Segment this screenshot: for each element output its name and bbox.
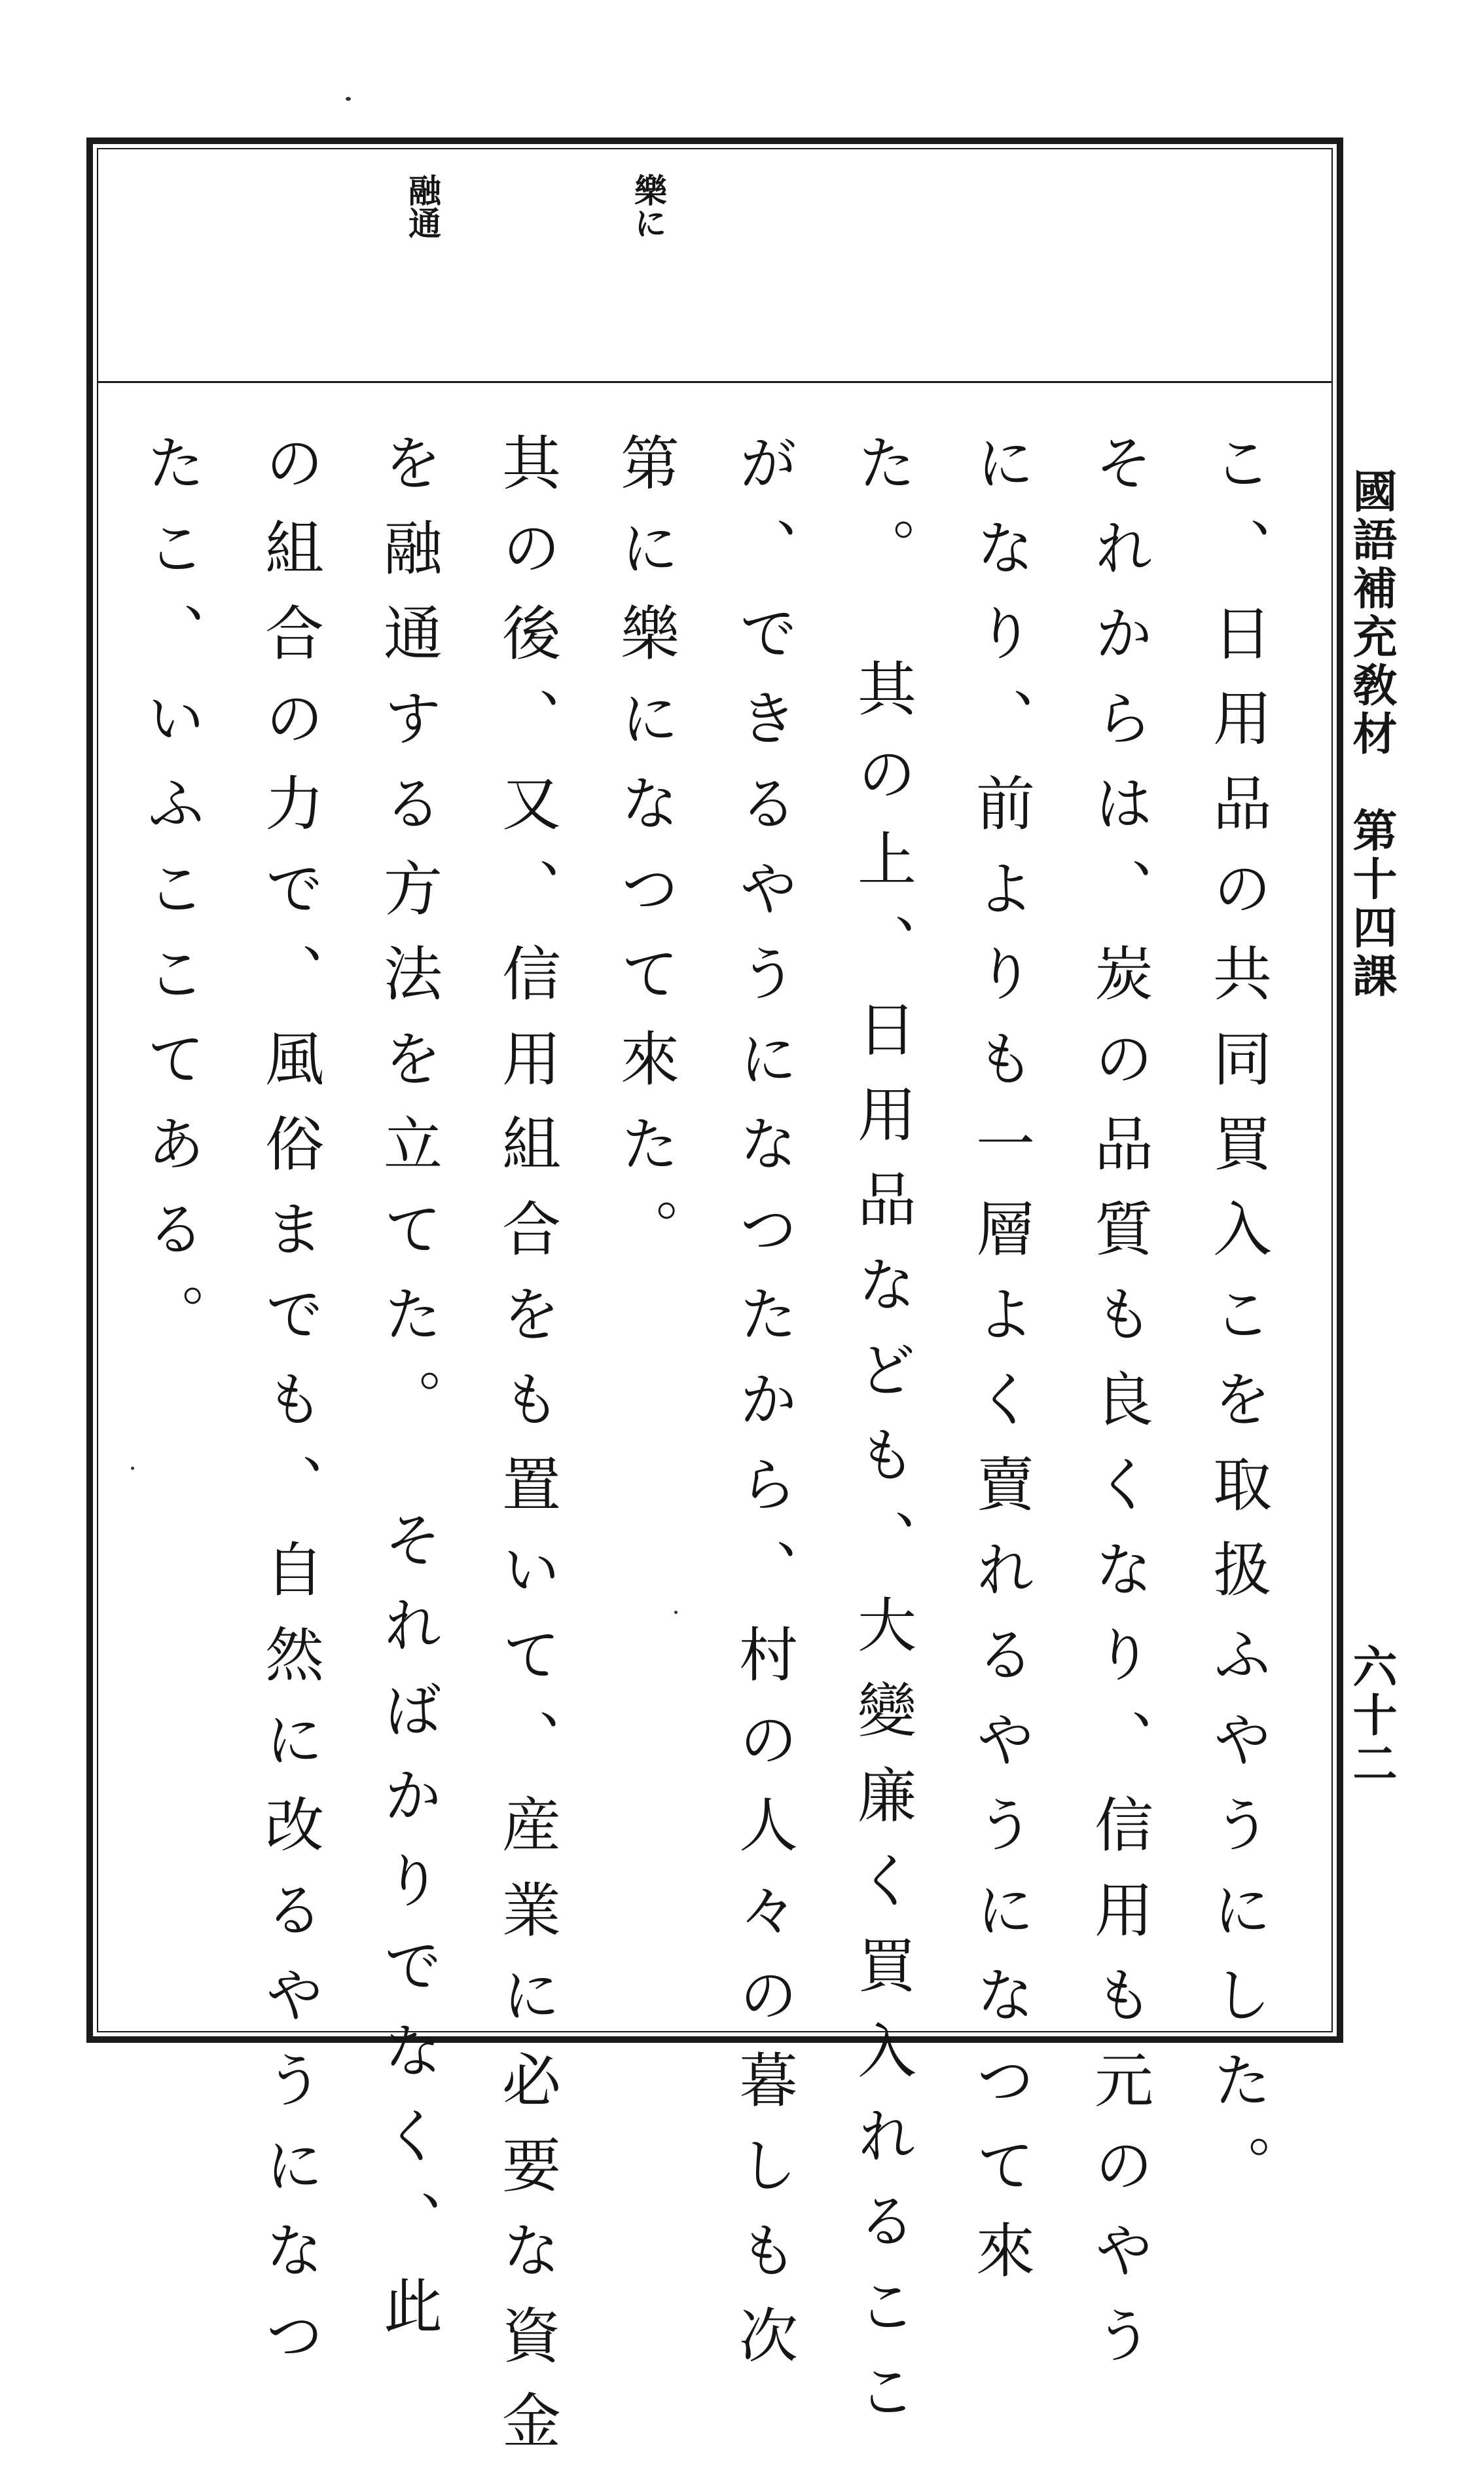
gloss-yuzu: 融通 [403, 174, 441, 239]
running-header [1345, 468, 1397, 1001]
body-line: こ、日用品の共同買入こを取扱ふやうにした。 [1203, 432, 1271, 2220]
lesson-number: 第十四課 [1345, 807, 1397, 1001]
body-line: たこ、いふここてある。 [136, 432, 205, 1368]
body-line: になり、前よりも一層よく賣れるやうになつて來 [966, 432, 1034, 2305]
body-line: 第に樂になつて來た。 [610, 432, 679, 1283]
body-line: を融通する方法を立てた。 そればかりでなく、此 [373, 432, 442, 2360]
body-text [136, 432, 1296, 2475]
page-number: 六十二 [1345, 1643, 1397, 1789]
body-line: が、できるやうになつたから、村の人々の暮しも次 [729, 432, 797, 2390]
body-line: 其の後、又、信用組合をも置いて、産業に必要な資金 [492, 432, 560, 2475]
body-line: の組合の力で、風俗までも、自然に改るやうになつ [255, 432, 323, 2390]
gloss-raku-ni: 樂に [629, 174, 667, 239]
print-speck [131, 1467, 134, 1470]
print-speck [674, 1611, 678, 1614]
print-speck [346, 97, 351, 101]
running-title: 國語補充敎材 [1345, 468, 1397, 759]
body-line: それからは、炭の品質も良くなり、信用も元のやう [1084, 432, 1153, 2390]
body-line: た。 其の上、日用品なども、大變廉く買入れるここ [847, 432, 916, 2446]
gloss-divider [97, 381, 1333, 383]
